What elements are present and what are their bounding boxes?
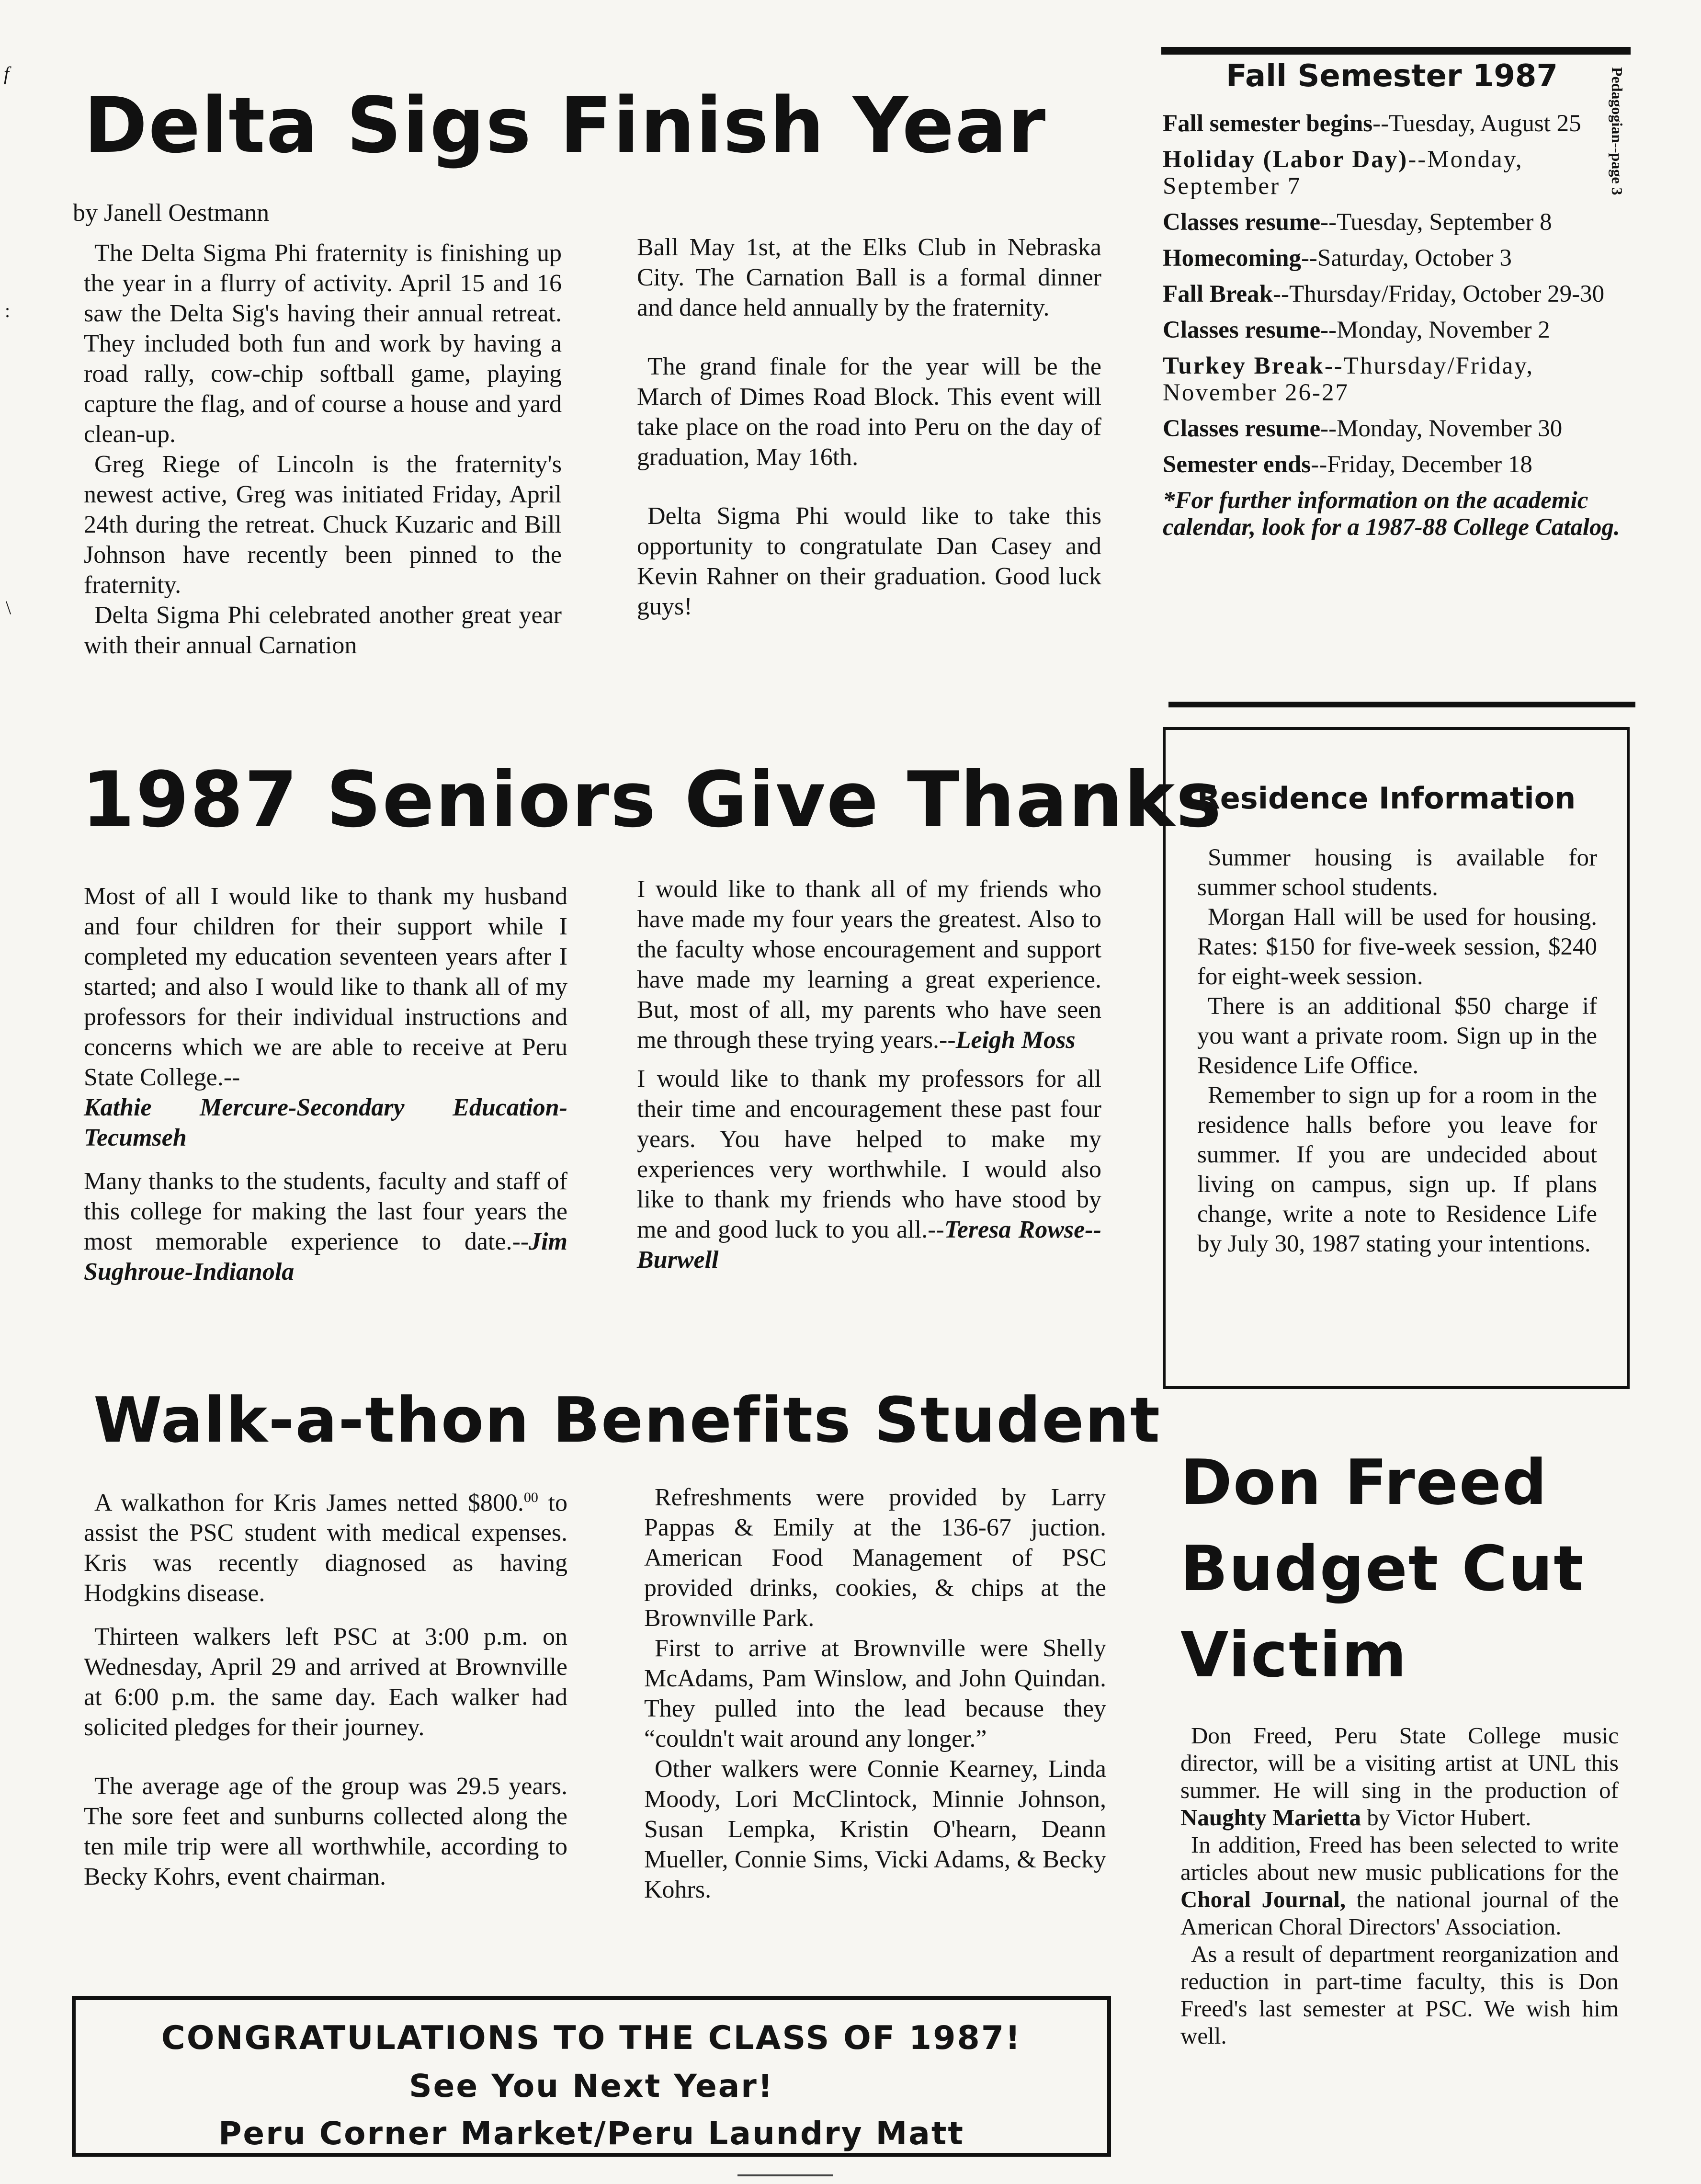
calendar-item: Homecoming--Saturday, October 3 (1163, 245, 1512, 272)
senior-quote: Many thanks to the students, faculty and staff of this college for making the last four years the most memorable experience to date.--Jim Sughroue-Indianola (84, 1168, 567, 1285)
delta-byline: by Janell Oestmann (73, 199, 270, 227)
freed-paragraph: In addition, Freed has been selected to write articles about new music publications for the Choral Journal, the national journal of the American Choral Directors' Association. (1180, 1831, 1619, 1940)
walk-column-left (84, 1482, 567, 1892)
seniors-headline: 1987 Seniors Give Thanks (81, 755, 1223, 844)
senior-quote: Most of all I would like to thank my husband and four children for their support while I completed my education seventeen years after I started; and also I would like to thank all of my professors for their individual instructions and concerns which we are able to receive at Peru State College.-- Kathie Mercure-Secondary Education-Tecumseh (84, 883, 567, 1151)
walk-column-right (644, 1482, 1106, 1905)
calendar-item: Semester ends--Friday, December 18 (1163, 451, 1532, 478)
delta-paragraph: Delta Sigma Phi celebrated another great year with their annual Carnation (84, 602, 562, 659)
calendar-item: Classes resume--Monday, November 30 (1163, 415, 1563, 442)
delta-column-left (84, 238, 562, 660)
delta-column-right (637, 232, 1101, 622)
walk-paragraph: First to arrive at Brownville were Shelly McAdams, Pam Winslow, and John Quindan. They pulled into the lead because they “couldn't wait around any longer.” (644, 1635, 1106, 1752)
walk-headline: Walk-a-thon Benefits Student (93, 1384, 1161, 1456)
congratulations-ad (72, 1996, 1111, 2157)
residence-paragraph: Remember to sign up for a room in the residence halls before you leave for summer. If you are undecided about living on campus, sign up. If plans change, write a note to Residence Life by July 30, 1987 stating your intentions. (1197, 1082, 1597, 1257)
freed-paragraph: Don Freed, Peru State College music director, will be a visiting artist at UNL this summer. He will sing in the production of Naughty Marietta by Victor Hubert. (1180, 1722, 1619, 1831)
residence-title: Residence Information (1197, 781, 1576, 816)
delta-paragraph: The grand finale for the year will be the March of Dimes Road Block. This event will take place on the road into Peru on the day of graduation, May 16th. (637, 353, 1101, 471)
freed-headline-line2: Budget Cut (1180, 1532, 1585, 1605)
walk-paragraph: The average age of the group was 29.5 years. The sore feet and sunburns collected along the ten mile trip were all worthwhile, according to Becky Kohrs, event chairman. (84, 1773, 567, 1891)
calendar-item: Classes resume--Tuesday, September 8 (1163, 209, 1552, 236)
residence-paragraph: Summer housing is available for summer school students. (1197, 844, 1597, 901)
calendar-item: Classes resume--Monday, November 2 (1163, 317, 1550, 343)
walk-paragraph: Other walkers were Connie Kearney, Linda Moody, Lori McClintock, Minnie Johnson, Susan Lempka, Kristin O'hearn, Deann Mueller, Connie Sims, Vicki Adams, & Becky Kohrs. (644, 1755, 1106, 1903)
margin-mark: \ (6, 597, 11, 618)
ad-line-3: Peru Corner Market/Peru Laundry Matt (218, 2115, 964, 2152)
calendar-list (1163, 110, 1634, 550)
margin-mark: f (4, 63, 10, 84)
freed-paragraph: As a result of department reorganization and reduction in part-time faculty, this is Don Freed's last semester at PSC. We wish him well. (1180, 1941, 1619, 2049)
senior-quote: I would like to thank my professors for all their time and encouragement these past four years. You have helped to make my experiences very worthwhile. I would also like to thank my friends who have stood by me and good luck to you all.--Teresa Rowse--Burwell (637, 1065, 1101, 1274)
walk-paragraph: Refreshments were provided by Larry Pappas & Emily at the 136-67 juction. American Food Management of PSC provided drinks, cookies, & chips at the Brownville Park. (644, 1484, 1106, 1632)
residence-paragraph: There is an additional $50 charge if you want a private room. Sign up in the Residence Life Office. (1197, 993, 1597, 1079)
calendar-item: Turkey Break--Thursday/Friday, November 26-27 (1163, 353, 1534, 406)
freed-headline-line3: Victim (1180, 1618, 1408, 1691)
delta-headline: Delta Sigs Finish Year (84, 80, 1047, 170)
page-folio: Pedagogian--page 3 (1609, 67, 1626, 195)
footer-rule (737, 2174, 833, 2176)
ad-line-1: CONGRATULATIONS TO THE CLASS OF 1987! (161, 2019, 1022, 2057)
calendar-item: Holiday (Labor Day)--Monday, September 7 (1163, 146, 1523, 200)
calendar-bottom-rule (1168, 702, 1635, 707)
seniors-column-left (84, 881, 567, 1287)
calendar-item: Fall semester begins--Tuesday, August 25 (1163, 110, 1581, 137)
walk-paragraph: A walkathon for Kris James netted $800.00 to assist the PSC student with medical expenses. Kris was recently diagnosed as having Hodgkins disease. (84, 1489, 567, 1607)
delta-paragraph: Ball May 1st, at the Elks Club in Nebraska City. The Carnation Ball is a formal dinner and dance held annually by the fraternity. (637, 234, 1101, 321)
freed-text (1180, 1722, 1619, 2049)
delta-paragraph: Greg Riege of Lincoln is the fraternity's newest active, Greg was initiated Friday, April 24th during the retreat. Chuck Kuzaric and Bill Johnson have recently been pinned to the fraternity. (84, 451, 562, 599)
calendar-note: *For further information on the academic calendar, look for a 1987-88 College Catalog. (1163, 487, 1620, 541)
walk-paragraph: Thirteen walkers left PSC at 3:00 p.m. on Wednesday, April 29 and arrived at Brownville at 6:00 p.m. the same day. Each walker had solicited pledges for their journey. (84, 1623, 567, 1741)
margin-mark: : (5, 300, 11, 321)
calendar-title: Fall Semester 1987 (1226, 58, 1558, 94)
seniors-column-right (637, 874, 1101, 1275)
senior-quote: I would like to thank all of my friends who have made my four years the greatest. Also to the faculty whose encouragement and support have made my learning a great experience. But, most of all, my parents who have seen me through these trying years.--Leigh Moss (637, 876, 1101, 1054)
delta-paragraph: Delta Sigma Phi would like to take this opportunity to congratulate Dan Casey and Kevin Rahner on their graduation. Good luck guys! (637, 502, 1101, 620)
delta-paragraph: The Delta Sigma Phi fraternity is finishing up the year in a flurry of activity. April 15 and 16 saw the Delta Sig's having their annual retreat. They included both fun and work by having a road rally, cow-chip softball game, playing capture the flag, and of course a house and yard clean-up. (84, 239, 562, 448)
residence-paragraph: Morgan Hall will be used for housing. Rates: $150 for five-week session, $240 for eight-week session. (1197, 904, 1597, 990)
residence-text (1197, 843, 1597, 1259)
ad-line-2: See You Next Year! (409, 2068, 774, 2104)
calendar-top-rule (1161, 47, 1631, 55)
calendar-item: Fall Break--Thursday/Friday, October 29-30 (1163, 281, 1605, 307)
freed-headline-line1: Don Freed (1180, 1446, 1548, 1519)
